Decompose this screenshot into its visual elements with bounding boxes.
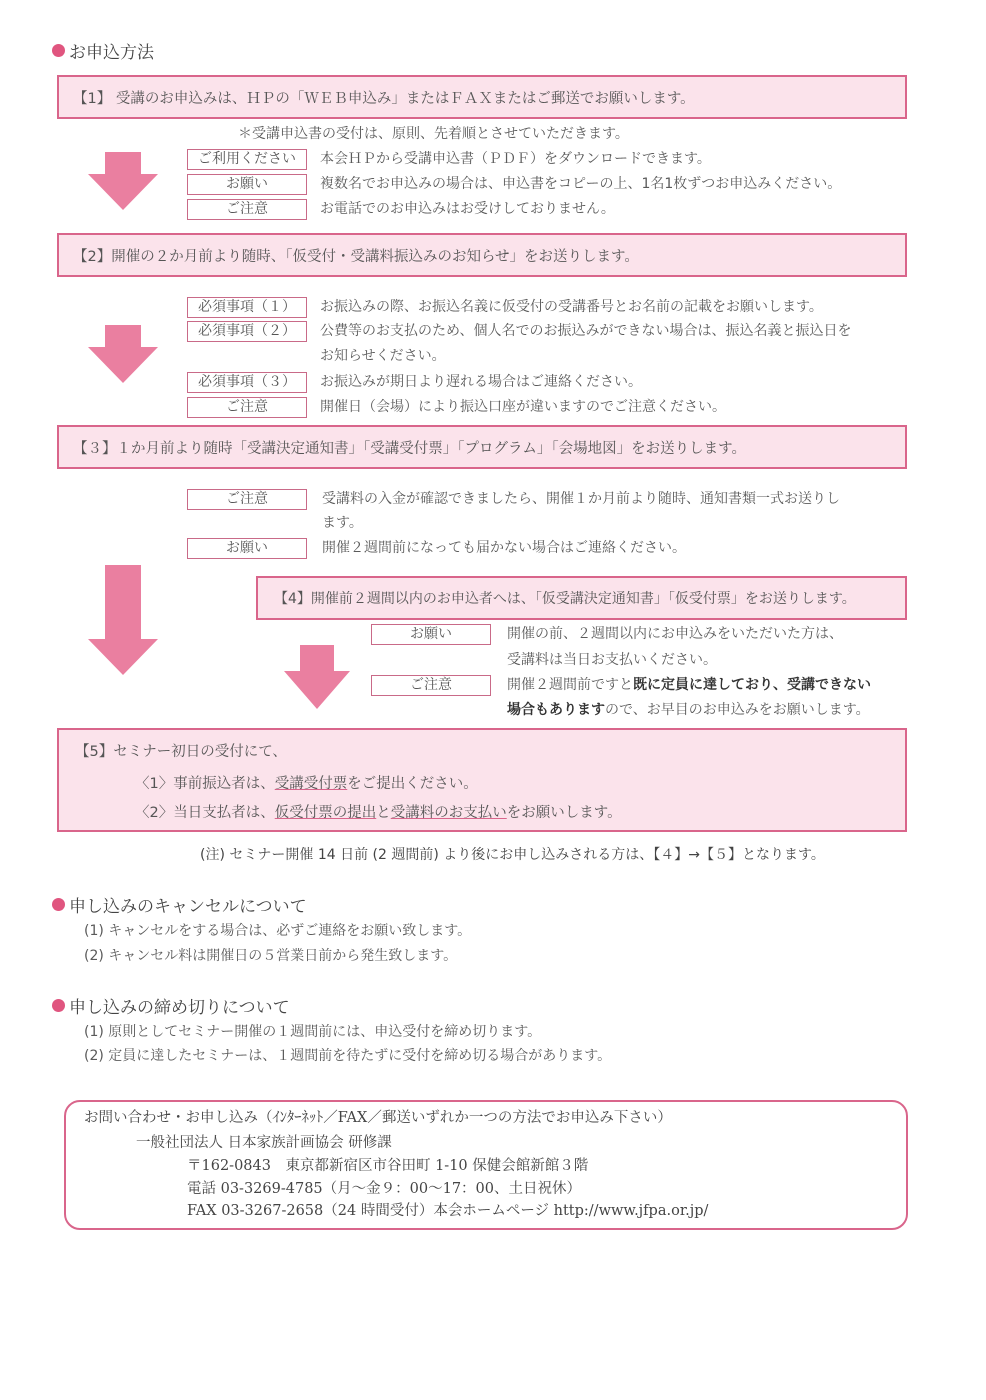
- down-arrow-icon: [86, 152, 160, 212]
- down-arrow-icon: [86, 325, 160, 385]
- row-text: 複数名でお申込みの場合は、申込書をコピーの上、1名1枚ずつお申込みください。: [320, 176, 842, 192]
- row-text: 本会ＨＰから受講申込書（ＰＤＦ）をダウンロードできます。: [320, 151, 711, 167]
- step5-line1: 〈1〉事前振込者は、受講受付票をご提出ください。: [135, 776, 478, 792]
- footnote: (注) セミナー開催 14 日前 (2 週間前) より後にお申し込みされる方は、【４】→【５】となります。: [200, 847, 825, 863]
- section-heading-cancel: 申し込みのキャンセルについて: [52, 892, 307, 917]
- tag-caution: ご注意: [187, 397, 307, 418]
- row-text: 受講料は当日お支払いください。: [507, 652, 717, 668]
- tag-required-2: 必須事項（２）: [187, 321, 307, 342]
- tag-required-1: 必須事項（１）: [187, 297, 307, 318]
- bullet-dot-icon: [52, 44, 65, 57]
- row-text: お電話でのお申込みはお受けしておりません。: [320, 201, 615, 217]
- contact-address: 〒162-0843 東京都新宿区市谷田町 1-10 保健会館新館３階: [187, 1158, 589, 1174]
- tag-required-3: 必須事項（３）: [187, 372, 307, 393]
- contact-fax-homepage: FAX 03-3267-2658（24 時間受付）本会ホームページ http://www.jfpa.or.jp/: [187, 1203, 709, 1219]
- tag-caution: ご注意: [187, 199, 307, 220]
- row-text: お知らせください。: [320, 348, 446, 364]
- down-arrow-icon: [282, 645, 352, 711]
- contact-phone: 電話 03-3269-4785（月〜金９：00〜17：00、土日祝休）: [187, 1181, 582, 1197]
- down-arrow-long-icon: [86, 565, 160, 677]
- step5-line2: 〈2〉当日支払者は、仮受付票の提出と受講料のお支払いをお願いします。: [135, 805, 622, 821]
- row-text: 開催２週間前になっても届かない場合はご連絡ください。: [322, 540, 686, 556]
- bullet-dot-icon: [52, 898, 65, 911]
- list-item: (2) 定員に達したセミナーは、１週間前を待たずに受付を締め切る場合があります。: [84, 1048, 612, 1064]
- row-text: 開催日（会場）により振込口座が違いますのでご注意ください。: [320, 399, 726, 415]
- contact-line-1: お問い合わせ・お申し込み（ｲﾝﾀｰﾈｯﾄ／FAX／郵送いずれか一つの方法でお申込み下さい）: [84, 1110, 672, 1126]
- contact-organization: 一般社団法人 日本家族計画協会 研修課: [136, 1135, 392, 1151]
- row-text: お振込みが期日より遅れる場合はご連絡ください。: [320, 374, 642, 390]
- step5-box: [57, 728, 907, 832]
- bullet-dot-icon: [52, 999, 65, 1012]
- step3-box: 【３】１か月前より随時「受講決定通知書」「受講受付票」「プログラム」「会場地図」をお送りします。: [57, 425, 907, 469]
- row-text: ます。: [322, 515, 363, 531]
- step2-box: 【2】開催の２か月前より随時、「仮受付・受講料振込みのお知らせ」をお送りします。: [57, 233, 907, 277]
- list-item: (2) キャンセル料は開催日の５営業日前から発生致します。: [84, 948, 458, 964]
- section-heading-application: お申込方法: [52, 38, 154, 63]
- row-text: お振込みの際、お振込名義に仮受付の受講番号とお名前の記載をお願いします。: [320, 299, 823, 315]
- row-text: 開催の前、２週間以内にお申込みをいただいた方は、: [507, 626, 843, 642]
- tag-please-use: ご利用ください: [187, 149, 307, 170]
- tag-request: お願い: [187, 174, 307, 195]
- step1-note: ＊受講申込書の受付は、原則、先着順とさせていただきます。: [238, 126, 629, 142]
- tag-caution: ご注意: [371, 675, 491, 696]
- list-item: (1) キャンセルをする場合は、必ずご連絡をお願い致します。: [84, 923, 472, 939]
- list-item: (1) 原則としてセミナー開催の１週間前には、申込受付を締め切ります。: [84, 1024, 542, 1040]
- step4-box: 【4】開催前２週間以内のお申込者へは、「仮受講決定通知書」「仮受付票」をお送りします。: [256, 576, 907, 620]
- row-text: 受講料の入金が確認できましたら、開催１か月前より随時、通知書類一式お送りし: [322, 491, 840, 507]
- tag-caution: ご注意: [187, 489, 307, 510]
- tag-request: お願い: [187, 538, 307, 559]
- section-heading-deadline: 申し込みの締め切りについて: [52, 993, 290, 1018]
- tag-request: お願い: [371, 624, 491, 645]
- step5-title: 【5】セミナー初日の受付にて、: [75, 744, 287, 760]
- step1-box: 【1】 受講のお申込みは、ＨＰの「ＷＥＢ申込み」またはＦＡＸまたはご郵送でお願いします。: [57, 75, 907, 119]
- row-text: 場合もありますので、お早目のお申込みをお願いします。: [507, 702, 870, 718]
- row-text: 公費等のお支払のため、個人名でのお振込みができない場合は、振込名義と振込日を: [320, 323, 852, 339]
- row-text: 開催２週間前ですと既に定員に達しており、受講できない: [507, 677, 871, 693]
